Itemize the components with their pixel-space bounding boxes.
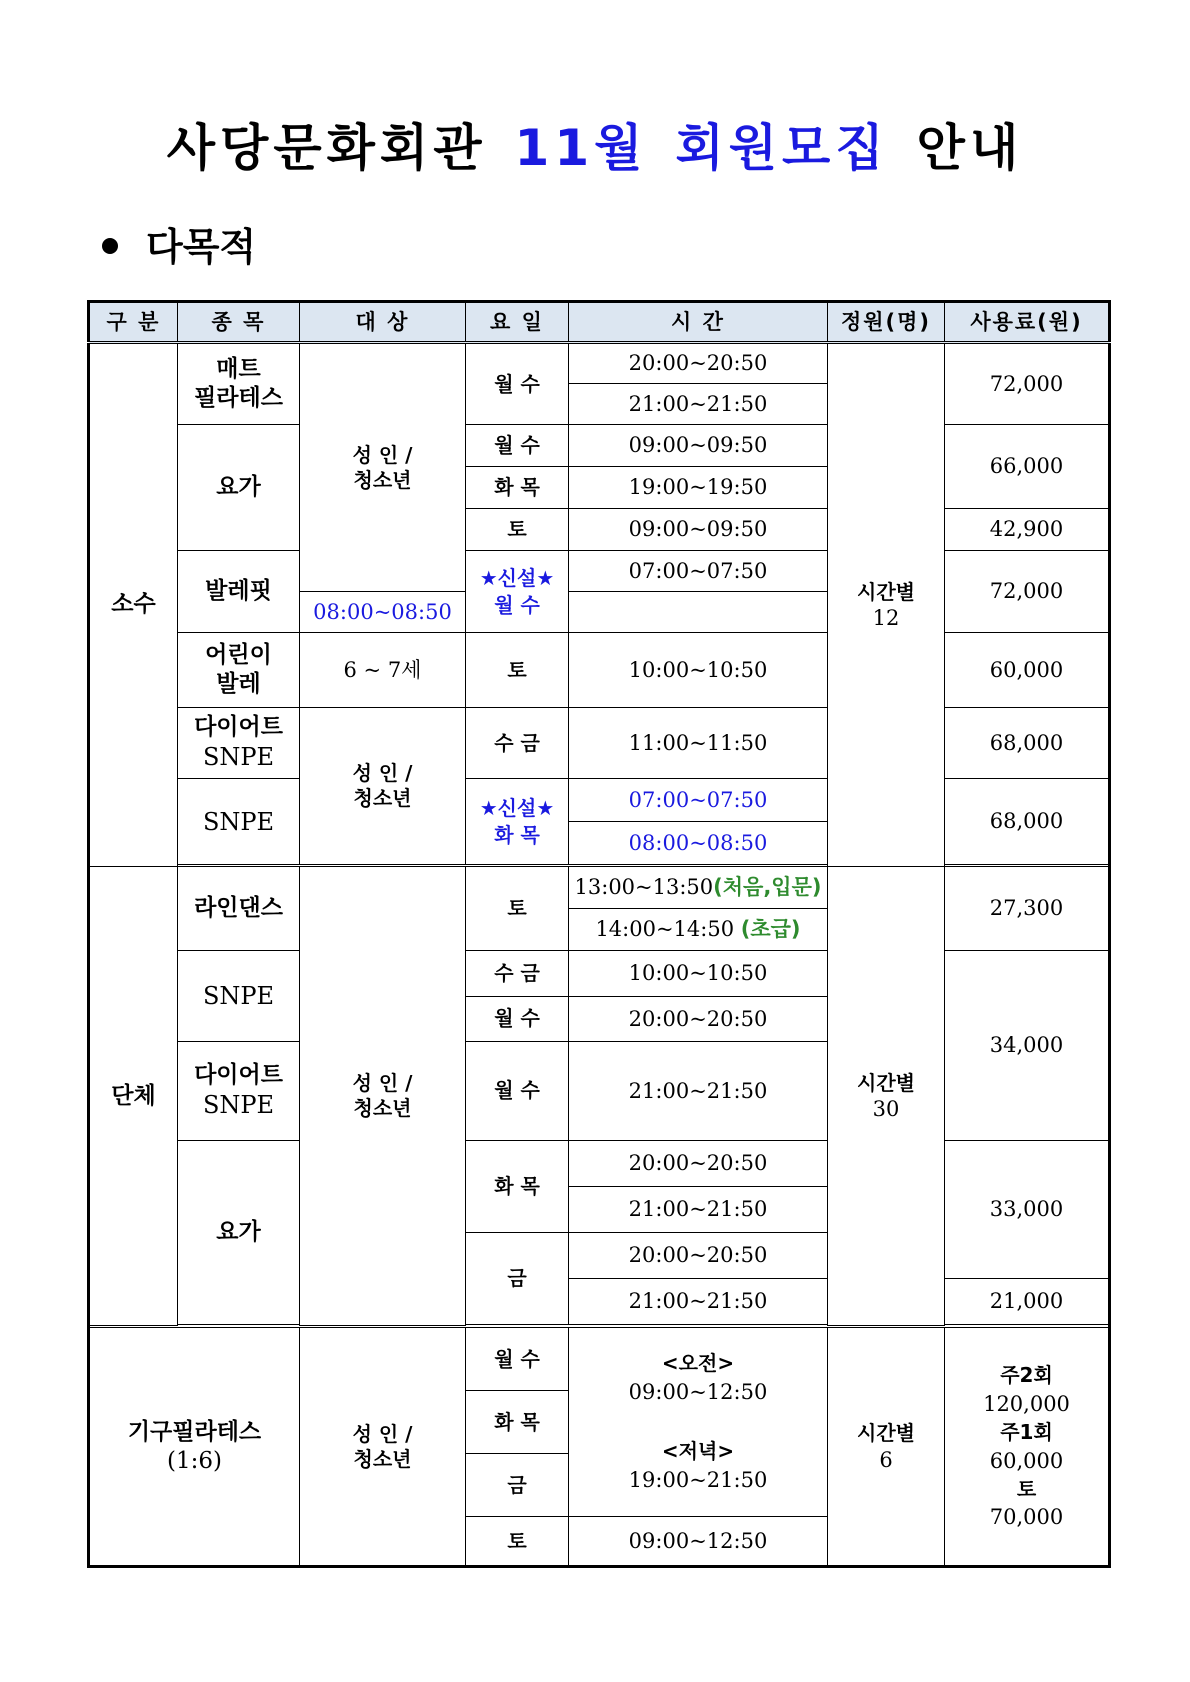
- bullet-icon: [102, 238, 118, 254]
- day-cell: 월 수: [466, 996, 569, 1041]
- program-cell: 요가: [178, 1140, 300, 1324]
- time-cell: 20:00~20:50: [569, 1140, 828, 1186]
- day-cell: 월 수: [466, 343, 569, 425]
- time-cell: 21:00~21:50: [569, 1041, 828, 1140]
- time-cell: 21:00~21:50: [569, 384, 828, 425]
- time-cell: 14:00~14:50 (초급): [569, 908, 828, 950]
- table-row: [89, 708, 1110, 779]
- time-cell: 09:00~12:50: [569, 1517, 828, 1567]
- day-cell: 수 금: [466, 708, 569, 779]
- table-row: [89, 551, 1110, 592]
- fee-cell: 72,000: [945, 551, 1110, 633]
- time-cell: 11:00~11:50: [569, 708, 828, 779]
- new-badge: ★신설★: [479, 566, 555, 591]
- day-cell: 월 수: [466, 1041, 569, 1140]
- day-cell: ★신설★ 월 수: [466, 551, 569, 633]
- category-cell: 소수: [89, 343, 178, 867]
- header-fee: 사용료(원): [945, 302, 1110, 343]
- table-header-row: [89, 302, 1110, 343]
- program-cell: 요가: [178, 425, 300, 551]
- day-cell: 화 목: [466, 467, 569, 509]
- new-badge: ★신설★: [479, 796, 555, 821]
- time-cell: 21:00~21:50: [569, 1278, 828, 1324]
- day-cell: 수 금: [466, 950, 569, 996]
- target-cell: 6 ~ 7세: [300, 633, 466, 708]
- time-cell: 21:00~21:50: [569, 1186, 828, 1232]
- day-cell: ★신설★ 화 목: [466, 779, 569, 865]
- program-cell: 매트 필라테스: [178, 343, 300, 425]
- table-row: [89, 950, 1110, 996]
- table-row: [89, 779, 1110, 822]
- category-cell: 기구필라테스 (1:6): [89, 1328, 300, 1567]
- program-cell: 다이어트 SNPE: [178, 1041, 300, 1140]
- fee-cell: 주2회 120,000 주1회 60,000 토 70,000: [945, 1328, 1110, 1567]
- time-cell: 09:00~09:50: [569, 425, 828, 467]
- page-title: [0, 108, 1190, 180]
- day-cell: 토: [466, 1517, 569, 1567]
- fee-cell: 68,000: [945, 708, 1110, 779]
- section-title: 다목적: [146, 225, 257, 269]
- fee-cell: 27,300: [945, 866, 1110, 950]
- day-cell: 화 목: [466, 1391, 569, 1454]
- fee-cell: 33,000: [945, 1140, 1110, 1278]
- header-category: 구 분: [89, 302, 178, 343]
- program-cell: SNPE: [178, 779, 300, 865]
- day-cell: 화 목: [466, 1140, 569, 1232]
- fee-cell: 34,000: [945, 950, 1110, 1140]
- target-cell: 성 인 / 청소년: [300, 343, 466, 592]
- title-month: 11월: [514, 119, 648, 177]
- header-time: 시 간: [569, 302, 828, 343]
- time-cell: 07:00~07:50: [569, 779, 828, 822]
- capacity-cell: 시간별 6: [828, 1328, 945, 1567]
- day-cell: 금: [466, 1454, 569, 1517]
- table-row: [89, 1324, 1110, 1326]
- program-cell: 어린이 발레: [178, 633, 300, 708]
- fee-cell: 60,000: [945, 633, 1110, 708]
- fee-cell: 66,000: [945, 425, 1110, 509]
- table-row: [89, 1140, 1110, 1186]
- program-cell: 발레핏: [178, 551, 300, 633]
- title-notice: 안내: [916, 119, 1024, 177]
- table-row: [89, 633, 1110, 708]
- schedule-table: [87, 300, 1111, 1568]
- fee-cell: 68,000: [945, 779, 1110, 865]
- day-cell: 월 수: [466, 425, 569, 467]
- table-row: [89, 866, 1110, 908]
- program-cell: 라인댄스: [178, 866, 300, 950]
- time-cell: <오전> 09:00~12:50 <저녁> 19:00~21:50: [569, 1328, 828, 1517]
- header-program: 종 목: [178, 302, 300, 343]
- fee-cell: 21,000: [945, 1278, 1110, 1324]
- fee-cell: 42,900: [945, 509, 1110, 551]
- time-cell: 08:00~08:50: [300, 592, 466, 633]
- time-cell: 10:00~10:50: [569, 950, 828, 996]
- day-cell: 토: [466, 509, 569, 551]
- fee-cell: 72,000: [945, 343, 1110, 425]
- time-cell: 08:00~08:50: [569, 822, 828, 865]
- target-cell: 성 인 / 청소년: [300, 708, 466, 865]
- program-cell: 다이어트 SNPE: [178, 708, 300, 779]
- time-cell: 20:00~20:50: [569, 996, 828, 1041]
- time-cell: 20:00~20:50: [569, 343, 828, 384]
- day-cell: 토: [466, 633, 569, 708]
- day-cell: 금: [466, 1232, 569, 1324]
- title-recruit: 회원모집: [675, 119, 889, 177]
- time-cell: 09:00~09:50: [569, 509, 828, 551]
- target-cell: 성 인 / 청소년: [300, 866, 466, 1326]
- header-day: 요 일: [466, 302, 569, 343]
- program-cell: SNPE: [178, 950, 300, 1041]
- time-cell: 20:00~20:50: [569, 1232, 828, 1278]
- time-cell: 10:00~10:50: [569, 633, 828, 708]
- time-cell: 19:00~19:50: [569, 467, 828, 509]
- title-venue: 사당문화회관: [166, 119, 487, 177]
- day-cell: 토: [466, 866, 569, 950]
- table-row: [89, 425, 1110, 467]
- capacity-cell: 시간별 30: [828, 866, 945, 1326]
- table-row: [89, 1328, 1110, 1391]
- category-cell: 단체: [89, 866, 178, 1326]
- time-cell: 13:00~13:50(처음,입문): [569, 866, 828, 908]
- table-row: [89, 343, 1110, 384]
- section-heading: [102, 216, 256, 271]
- time-cell: 07:00~07:50: [569, 551, 828, 592]
- header-target: 대 상: [300, 302, 466, 343]
- capacity-cell: 시간별 12: [828, 343, 945, 867]
- day-cell: 월 수: [466, 1328, 569, 1391]
- target-cell: 성 인 / 청소년: [300, 1328, 466, 1567]
- header-capacity: 정원(명): [828, 302, 945, 343]
